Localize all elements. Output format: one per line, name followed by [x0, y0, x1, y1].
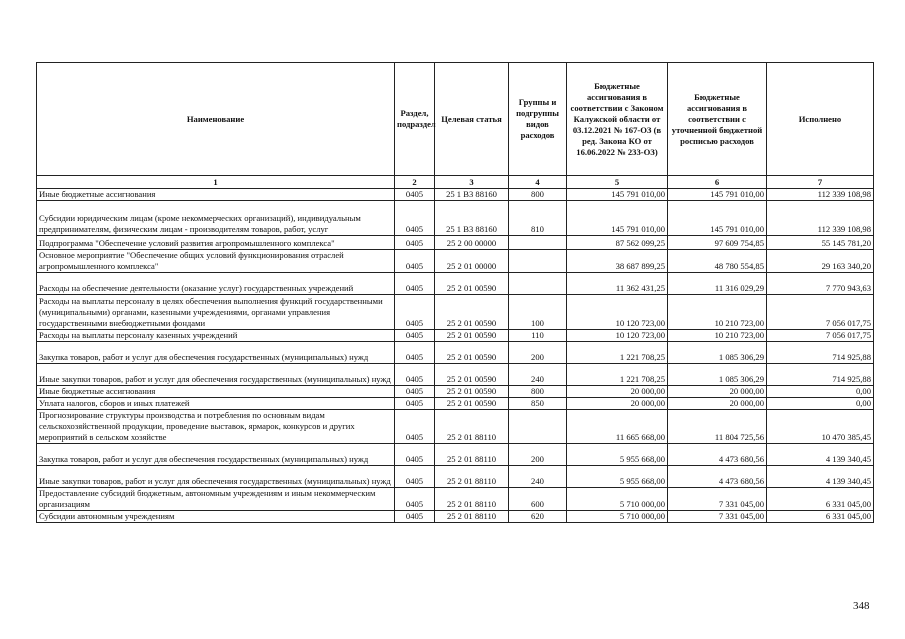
row-target: 25 2 01 00590	[435, 273, 509, 295]
row-executed-amount: 10 470 385,45	[767, 410, 874, 444]
row-roster-amount: 4 473 680,56	[668, 444, 767, 466]
row-law-amount: 10 120 723,00	[567, 295, 668, 330]
row-section: 0405	[395, 201, 435, 236]
row-target: 25 2 01 00590	[435, 295, 509, 330]
row-target: 25 2 01 00590	[435, 364, 509, 386]
table-row	[37, 330, 874, 342]
row-group: 800	[509, 386, 567, 398]
row-name: Закупка товаров, работ и услуг для обеспечения государственных (муниципальных) нужд	[37, 342, 395, 364]
column-number: 5	[567, 176, 668, 189]
row-target: 25 2 01 88110	[435, 410, 509, 444]
row-name: Субсидии юридическим лицам (кроме некоммерческих организаций), индивидуальным предпринимателям, физическим лицам - производителям товаров, работ, услуг	[37, 201, 395, 236]
row-name: Предоставление субсидий бюджетным, автономным учреждениям и иным некоммерческим организациям	[37, 488, 395, 511]
page-number: 348	[853, 600, 870, 612]
row-section: 0405	[395, 444, 435, 466]
row-executed-amount: 112 339 108,98	[767, 189, 874, 201]
column-number: 2	[395, 176, 435, 189]
row-roster-amount: 20 000,00	[668, 386, 767, 398]
header-name: Наименование	[37, 63, 395, 176]
row-roster-amount: 20 000,00	[668, 398, 767, 410]
header-section: Раздел, подраздел	[395, 63, 435, 176]
row-roster-amount: 1 085 306,29	[668, 364, 767, 386]
row-target: 25 2 01 00590	[435, 386, 509, 398]
column-number: 1	[37, 176, 395, 189]
row-executed-amount: 55 145 781,20	[767, 236, 874, 250]
row-law-amount: 38 687 899,25	[567, 250, 668, 273]
header-target: Целевая статья	[435, 63, 509, 176]
table-row	[37, 466, 874, 488]
row-target: 25 2 01 88110	[435, 466, 509, 488]
row-group	[509, 273, 567, 295]
row-law-amount: 11 362 431,25	[567, 273, 668, 295]
row-target: 25 2 01 00590	[435, 342, 509, 364]
table-row	[37, 386, 874, 398]
budget-table	[36, 62, 874, 523]
row-name: Расходы на выплаты персоналу в целях обеспечения выполнения функций государственными (муниципальными) органами, казенными учреждениями, органами управления государственными внебюджетными фондами	[37, 295, 395, 330]
table-row	[37, 511, 874, 523]
row-law-amount: 1 221 708,25	[567, 364, 668, 386]
row-roster-amount: 11 804 725,56	[668, 410, 767, 444]
row-law-amount: 5 955 668,00	[567, 466, 668, 488]
row-group: 620	[509, 511, 567, 523]
row-roster-amount: 7 331 045,00	[668, 488, 767, 511]
row-group: 600	[509, 488, 567, 511]
table-row	[37, 250, 874, 273]
row-group: 200	[509, 342, 567, 364]
row-target: 25 2 01 00590	[435, 330, 509, 342]
row-law-amount: 5 710 000,00	[567, 511, 668, 523]
row-name: Иные бюджетные ассигнования	[37, 189, 395, 201]
row-target: 25 2 01 00590	[435, 398, 509, 410]
row-section: 0405	[395, 250, 435, 273]
table-row	[37, 189, 874, 201]
row-executed-amount: 7 056 017,75	[767, 295, 874, 330]
table-row	[37, 342, 874, 364]
row-law-amount: 10 120 723,00	[567, 330, 668, 342]
table-row	[37, 236, 874, 250]
row-executed-amount: 7 770 943,63	[767, 273, 874, 295]
row-roster-amount: 1 085 306,29	[668, 342, 767, 364]
row-group: 100	[509, 295, 567, 330]
row-law-amount: 5 955 668,00	[567, 444, 668, 466]
header-group: Группы и подгруппы видов расходов	[509, 63, 567, 176]
table-row	[37, 201, 874, 236]
row-name: Иные бюджетные ассигнования	[37, 386, 395, 398]
row-executed-amount: 112 339 108,98	[767, 201, 874, 236]
row-roster-amount: 48 780 554,85	[668, 250, 767, 273]
table-row	[37, 398, 874, 410]
row-roster-amount: 7 331 045,00	[668, 511, 767, 523]
column-number: 3	[435, 176, 509, 189]
row-roster-amount: 145 791 010,00	[668, 201, 767, 236]
table-row	[37, 444, 874, 466]
row-executed-amount: 6 331 045,00	[767, 488, 874, 511]
column-number: 7	[767, 176, 874, 189]
row-executed-amount: 0,00	[767, 386, 874, 398]
row-section: 0405	[395, 342, 435, 364]
row-executed-amount: 0,00	[767, 398, 874, 410]
row-target: 25 2 01 88110	[435, 511, 509, 523]
table-row	[37, 273, 874, 295]
column-number: 4	[509, 176, 567, 189]
row-section: 0405	[395, 511, 435, 523]
table-row	[37, 488, 874, 511]
row-executed-amount: 4 139 340,45	[767, 466, 874, 488]
row-target: 25 2 01 88110	[435, 488, 509, 511]
row-name: Основное мероприятие "Обеспечение общих условий функционирования отраслей агропромышленного комплекса"	[37, 250, 395, 273]
header-executed: Исполнено	[767, 63, 874, 176]
row-name: Расходы на обеспечение деятельности (оказание услуг) государственных учреждений	[37, 273, 395, 295]
row-name: Иные закупки товаров, работ и услуг для обеспечения государственных (муниципальных) нужд	[37, 364, 395, 386]
row-law-amount: 145 791 010,00	[567, 189, 668, 201]
header-roster: Бюджетные ассигнования в соответствии с уточненной бюджетной росписью расходов	[668, 63, 767, 176]
row-executed-amount: 714 925,88	[767, 342, 874, 364]
row-target: 25 2 01 00000	[435, 250, 509, 273]
row-group	[509, 236, 567, 250]
row-group	[509, 250, 567, 273]
row-group	[509, 410, 567, 444]
row-group: 240	[509, 466, 567, 488]
row-target: 25 1 В3 88160	[435, 189, 509, 201]
row-section: 0405	[395, 410, 435, 444]
row-law-amount: 20 000,00	[567, 386, 668, 398]
row-group: 200	[509, 444, 567, 466]
row-executed-amount: 6 331 045,00	[767, 511, 874, 523]
table-row	[37, 295, 874, 330]
row-name: Иные закупки товаров, работ и услуг для обеспечения государственных (муниципальных) нужд	[37, 466, 395, 488]
row-target: 25 2 01 88110	[435, 444, 509, 466]
header-law: Бюджетные ассигнования в соответствии с Законом Калужской области от 03.12.2021 № 167-ОЗ (в ред. Закона КО от 16.06.2022 № 233-ОЗ)	[567, 63, 668, 176]
row-group: 110	[509, 330, 567, 342]
row-section: 0405	[395, 398, 435, 410]
row-roster-amount: 11 316 029,29	[668, 273, 767, 295]
table-row	[37, 364, 874, 386]
table-body	[37, 189, 874, 523]
row-target: 25 2 00 00000	[435, 236, 509, 250]
row-name: Подпрограмма "Обеспечение условий развития агропромышленного комплекса"	[37, 236, 395, 250]
row-name: Уплата налогов, сборов и иных платежей	[37, 398, 395, 410]
row-section: 0405	[395, 273, 435, 295]
row-law-amount: 87 562 099,25	[567, 236, 668, 250]
row-group: 810	[509, 201, 567, 236]
row-law-amount: 20 000,00	[567, 398, 668, 410]
row-name: Прогнозирование структуры производства и потребления по основным видам сельскохозяйственной продукции, проведение выставок, ярмарок, конкурсов и других мероприятий в сельском хозяйстве	[37, 410, 395, 444]
row-group: 240	[509, 364, 567, 386]
row-roster-amount: 145 791 010,00	[668, 189, 767, 201]
row-law-amount: 1 221 708,25	[567, 342, 668, 364]
row-name: Расходы на выплаты персоналу казенных учреждений	[37, 330, 395, 342]
row-roster-amount: 10 210 723,00	[668, 330, 767, 342]
row-section: 0405	[395, 295, 435, 330]
header-row	[37, 63, 874, 176]
row-section: 0405	[395, 236, 435, 250]
row-name: Закупка товаров, работ и услуг для обеспечения государственных (муниципальных) нужд	[37, 444, 395, 466]
row-group: 800	[509, 189, 567, 201]
row-roster-amount: 97 609 754,85	[668, 236, 767, 250]
row-section: 0405	[395, 330, 435, 342]
row-executed-amount: 29 163 340,20	[767, 250, 874, 273]
table-row	[37, 410, 874, 444]
row-roster-amount: 4 473 680,56	[668, 466, 767, 488]
row-name: Субсидии автономным учреждениям	[37, 511, 395, 523]
column-number-row	[37, 176, 874, 189]
row-law-amount: 145 791 010,00	[567, 201, 668, 236]
row-section: 0405	[395, 386, 435, 398]
row-section: 0405	[395, 364, 435, 386]
row-executed-amount: 714 925,88	[767, 364, 874, 386]
row-law-amount: 5 710 000,00	[567, 488, 668, 511]
column-number: 6	[668, 176, 767, 189]
row-roster-amount: 10 210 723,00	[668, 295, 767, 330]
row-section: 0405	[395, 466, 435, 488]
row-executed-amount: 4 139 340,45	[767, 444, 874, 466]
row-section: 0405	[395, 488, 435, 511]
row-group: 850	[509, 398, 567, 410]
row-section: 0405	[395, 189, 435, 201]
row-law-amount: 11 665 668,00	[567, 410, 668, 444]
row-executed-amount: 7 056 017,75	[767, 330, 874, 342]
row-target: 25 1 В3 88160	[435, 201, 509, 236]
